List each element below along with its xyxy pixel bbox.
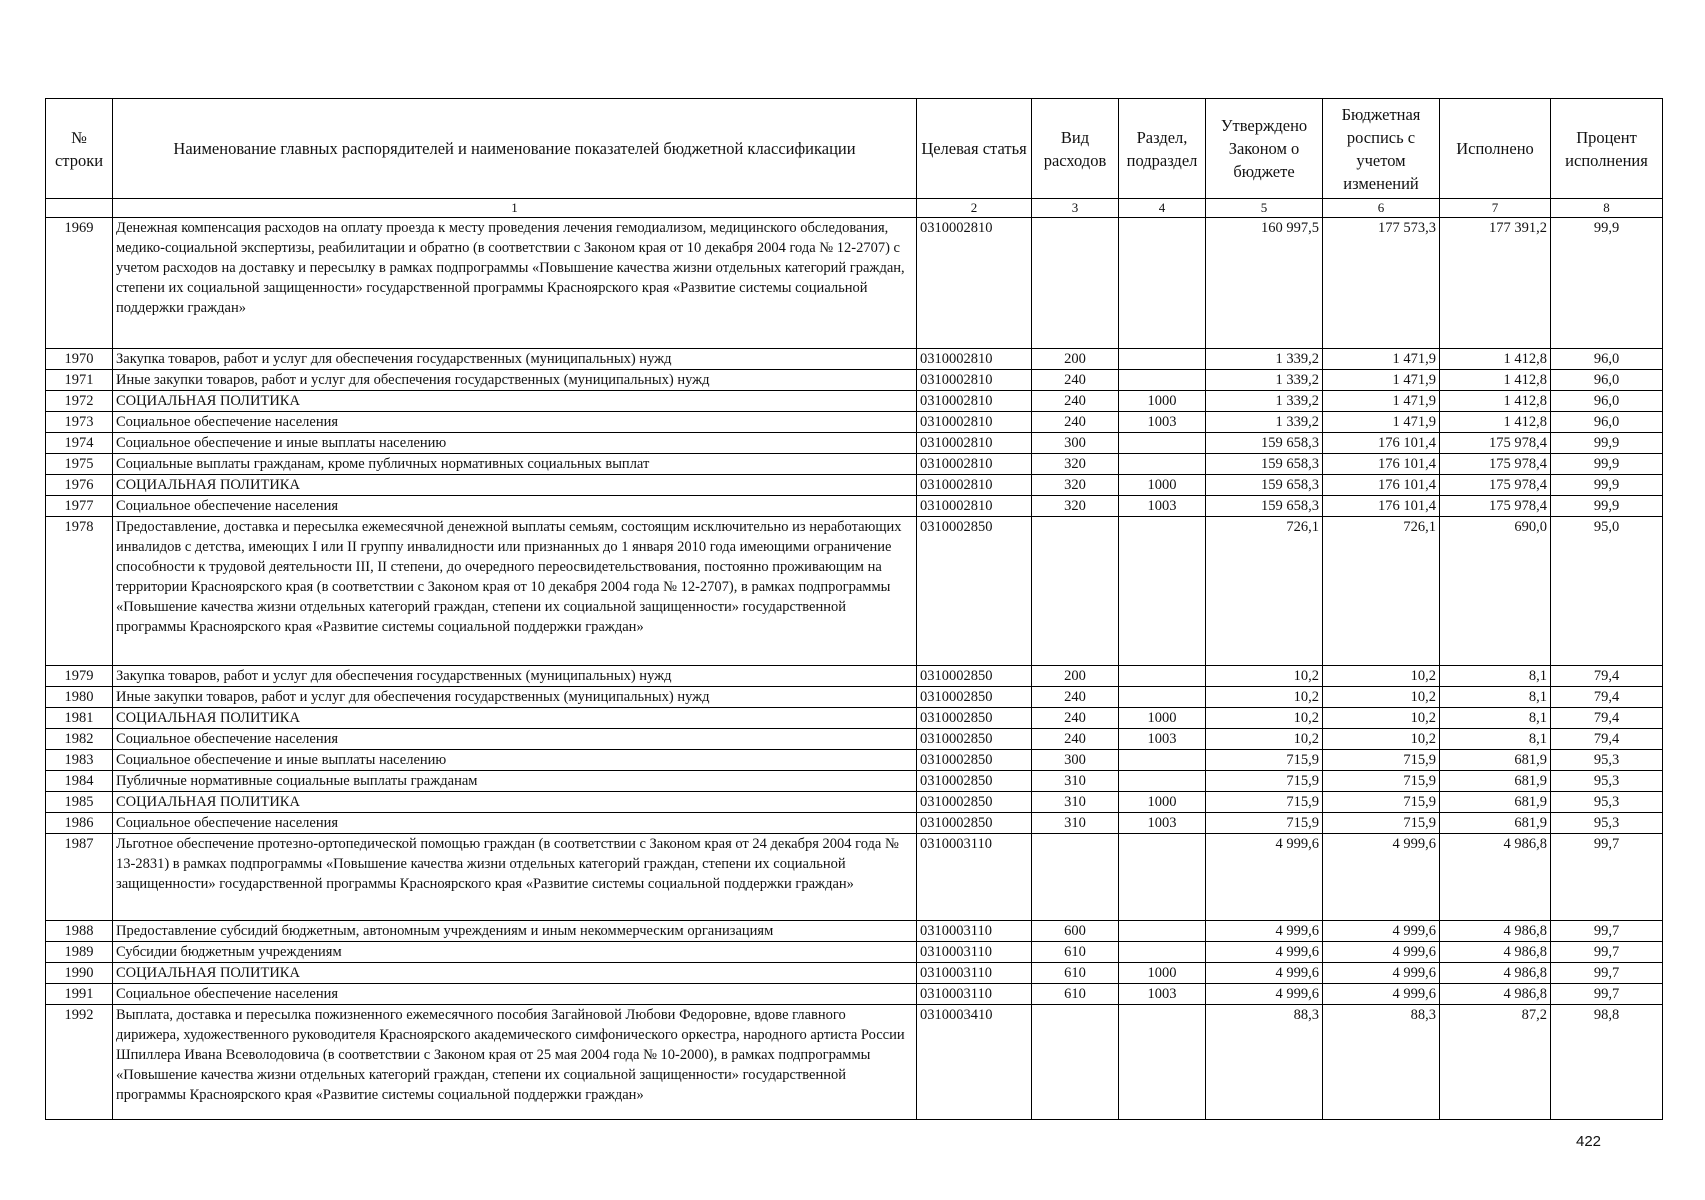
column-number-blank <box>46 199 113 218</box>
row-number: 1979 <box>46 666 113 687</box>
row-target: 0310002850 <box>917 666 1032 687</box>
row-name: Публичные нормативные социальные выплаты гражданам <box>113 771 917 792</box>
row-approved: 88,3 <box>1206 1005 1323 1120</box>
row-approved: 1 339,2 <box>1206 412 1323 433</box>
row-target: 0310002810 <box>917 475 1032 496</box>
row-percent: 96,0 <box>1551 391 1663 412</box>
row-target: 0310003110 <box>917 942 1032 963</box>
row-approved: 159 658,3 <box>1206 433 1323 454</box>
row-percent: 99,9 <box>1551 496 1663 517</box>
table-row <box>46 729 1663 750</box>
row-expense-type: 610 <box>1032 963 1119 984</box>
row-percent: 99,7 <box>1551 984 1663 1005</box>
row-budget-schedule: 4 999,6 <box>1323 942 1440 963</box>
row-executed: 1 412,8 <box>1440 391 1551 412</box>
row-budget-schedule: 10,2 <box>1323 666 1440 687</box>
row-budget-schedule: 4 999,6 <box>1323 834 1440 921</box>
row-expense-type <box>1032 1005 1119 1120</box>
row-number: 1992 <box>46 1005 113 1120</box>
row-executed: 681,9 <box>1440 771 1551 792</box>
row-approved: 159 658,3 <box>1206 454 1323 475</box>
row-name: Денежная компенсация расходов на оплату проезда к месту проведения лечения гемодиализом, медицинского обследования, медико-социальной экспертизы, реабилитации и обратно (в соответствии с Законом края от 10 декабря 2004 года № 12-2707) с учетом расходов на доставку и пересылку в рамках подпрограммы «Повышение качества жизни отдельных категорий граждан, степени их социальной защищенности» государственной программы Красноярского края «Развитие системы социальной поддержки граждан» <box>113 218 917 349</box>
column-number: 1 <box>113 199 917 218</box>
row-number: 1983 <box>46 750 113 771</box>
row-expense-type: 240 <box>1032 687 1119 708</box>
row-executed: 4 986,8 <box>1440 942 1551 963</box>
row-target: 0310002850 <box>917 687 1032 708</box>
row-expense-type: 600 <box>1032 921 1119 942</box>
row-target: 0310002810 <box>917 412 1032 433</box>
row-section: 1000 <box>1119 963 1206 984</box>
row-budget-schedule: 177 573,3 <box>1323 218 1440 349</box>
budget-table <box>45 98 1663 1120</box>
row-section <box>1119 666 1206 687</box>
row-percent: 99,7 <box>1551 834 1663 921</box>
row-percent: 99,7 <box>1551 921 1663 942</box>
table-row <box>46 454 1663 475</box>
row-expense-type: 320 <box>1032 496 1119 517</box>
row-name: Социальное обеспечение населения <box>113 496 917 517</box>
row-executed: 681,9 <box>1440 750 1551 771</box>
row-budget-schedule: 1 471,9 <box>1323 370 1440 391</box>
row-approved: 715,9 <box>1206 792 1323 813</box>
row-target: 0310002850 <box>917 771 1032 792</box>
row-section: 1000 <box>1119 475 1206 496</box>
column-number: 7 <box>1440 199 1551 218</box>
row-name: Социальное обеспечение населения <box>113 729 917 750</box>
row-number: 1976 <box>46 475 113 496</box>
row-approved: 715,9 <box>1206 771 1323 792</box>
row-percent: 79,4 <box>1551 729 1663 750</box>
row-target: 0310003110 <box>917 963 1032 984</box>
row-name: Иные закупки товаров, работ и услуг для обеспечения государственных (муниципальных) нужд <box>113 687 917 708</box>
row-target: 0310002850 <box>917 792 1032 813</box>
header-budget-schedule: Бюджетная роспись с учетом изменений <box>1323 99 1440 199</box>
row-section: 1003 <box>1119 496 1206 517</box>
row-name: Социальное обеспечение населения <box>113 813 917 834</box>
header-percent: Процент исполнения <box>1551 99 1663 199</box>
row-budget-schedule: 176 101,4 <box>1323 496 1440 517</box>
row-target: 0310003110 <box>917 984 1032 1005</box>
header-row-no: № строки <box>46 99 113 199</box>
column-number: 2 <box>917 199 1032 218</box>
table-row <box>46 942 1663 963</box>
row-approved: 726,1 <box>1206 517 1323 666</box>
row-target: 0310002850 <box>917 517 1032 666</box>
row-percent: 95,0 <box>1551 517 1663 666</box>
row-budget-schedule: 10,2 <box>1323 687 1440 708</box>
row-section: 1003 <box>1119 729 1206 750</box>
table-row <box>46 750 1663 771</box>
row-percent: 99,7 <box>1551 942 1663 963</box>
row-section <box>1119 834 1206 921</box>
row-expense-type: 240 <box>1032 729 1119 750</box>
row-percent: 79,4 <box>1551 666 1663 687</box>
row-name: Закупка товаров, работ и услуг для обеспечения государственных (муниципальных) нужд <box>113 349 917 370</box>
row-approved: 10,2 <box>1206 687 1323 708</box>
row-section <box>1119 921 1206 942</box>
row-executed: 175 978,4 <box>1440 496 1551 517</box>
row-budget-schedule: 10,2 <box>1323 708 1440 729</box>
row-approved: 1 339,2 <box>1206 391 1323 412</box>
row-approved: 160 997,5 <box>1206 218 1323 349</box>
header-executed: Исполнено <box>1440 99 1551 199</box>
row-percent: 96,0 <box>1551 349 1663 370</box>
row-section <box>1119 942 1206 963</box>
row-name: Закупка товаров, работ и услуг для обеспечения государственных (муниципальных) нужд <box>113 666 917 687</box>
header-section: Раздел, подраздел <box>1119 99 1206 199</box>
row-executed: 1 412,8 <box>1440 412 1551 433</box>
row-section <box>1119 370 1206 391</box>
row-section: 1000 <box>1119 792 1206 813</box>
row-section: 1000 <box>1119 708 1206 729</box>
row-percent: 96,0 <box>1551 370 1663 391</box>
row-percent: 99,7 <box>1551 963 1663 984</box>
row-number: 1981 <box>46 708 113 729</box>
row-percent: 99,9 <box>1551 218 1663 349</box>
row-name: СОЦИАЛЬНАЯ ПОЛИТИКА <box>113 475 917 496</box>
row-section <box>1119 1005 1206 1120</box>
row-executed: 690,0 <box>1440 517 1551 666</box>
row-target: 0310003110 <box>917 834 1032 921</box>
row-budget-schedule: 1 471,9 <box>1323 391 1440 412</box>
row-percent: 98,8 <box>1551 1005 1663 1120</box>
row-executed: 681,9 <box>1440 792 1551 813</box>
table-body <box>46 218 1663 1120</box>
row-approved: 715,9 <box>1206 750 1323 771</box>
row-target: 0310002850 <box>917 729 1032 750</box>
row-number: 1980 <box>46 687 113 708</box>
row-number: 1987 <box>46 834 113 921</box>
row-number: 1989 <box>46 942 113 963</box>
column-number: 6 <box>1323 199 1440 218</box>
row-name: Льготное обеспечение протезно-ортопедической помощью граждан (в соответствии с Законом края от 24 декабря 2004 года № 13-2831) в рамках подпрограммы «Повышение качества жизни отдельных категорий граждан, степени их социальной защищенности» государственной программы Красноярского края «Развитие системы социальной поддержки граждан» <box>113 834 917 921</box>
row-budget-schedule: 715,9 <box>1323 813 1440 834</box>
row-number: 1971 <box>46 370 113 391</box>
row-expense-type: 320 <box>1032 454 1119 475</box>
row-target: 0310002810 <box>917 218 1032 349</box>
row-name: Социальное обеспечение населения <box>113 412 917 433</box>
row-number: 1985 <box>46 792 113 813</box>
row-name: СОЦИАЛЬНАЯ ПОЛИТИКА <box>113 708 917 729</box>
row-name: Субсидии бюджетным учреждениям <box>113 942 917 963</box>
row-expense-type <box>1032 517 1119 666</box>
table-row <box>46 475 1663 496</box>
row-expense-type <box>1032 218 1119 349</box>
row-number: 1991 <box>46 984 113 1005</box>
row-section: 1003 <box>1119 813 1206 834</box>
row-budget-schedule: 88,3 <box>1323 1005 1440 1120</box>
row-name: Предоставление, доставка и пересылка ежемесячной денежной выплаты семьям, состоящим исключительно из неработающих инвалидов с детства, имеющих I или II группу инвалидности или признанных до 1 января 2010 года имеющими ограничение способности к трудовой деятельности III, II степени, до очередного переосвидетельствования, постоянно проживающим на территории Красноярского края (в соответствии с Законом края от 10 декабря 2004 года № 12-2707), в рамках подпрограммы «Повышение качества жизни отдельных категорий граждан, степени их социальной защищенности» государственной программы Красноярского края «Развитие системы социальной поддержки граждан» <box>113 517 917 666</box>
header-row <box>46 99 1663 199</box>
row-number: 1973 <box>46 412 113 433</box>
row-budget-schedule: 4 999,6 <box>1323 921 1440 942</box>
row-name: Социальное обеспечение и иные выплаты населению <box>113 750 917 771</box>
header-name: Наименование главных распорядителей и наименование показателей бюджетной классификации <box>113 99 917 199</box>
table-row <box>46 708 1663 729</box>
row-number: 1977 <box>46 496 113 517</box>
row-executed: 681,9 <box>1440 813 1551 834</box>
row-name: СОЦИАЛЬНАЯ ПОЛИТИКА <box>113 792 917 813</box>
header-expense-type: Вид расходов <box>1032 99 1119 199</box>
column-number: 5 <box>1206 199 1323 218</box>
row-number: 1986 <box>46 813 113 834</box>
row-approved: 159 658,3 <box>1206 496 1323 517</box>
row-executed: 175 978,4 <box>1440 433 1551 454</box>
table-row <box>46 412 1663 433</box>
row-number: 1972 <box>46 391 113 412</box>
row-number: 1969 <box>46 218 113 349</box>
page-number: 422 <box>1576 1133 1602 1150</box>
row-expense-type: 310 <box>1032 813 1119 834</box>
row-name: СОЦИАЛЬНАЯ ПОЛИТИКА <box>113 963 917 984</box>
row-executed: 1 412,8 <box>1440 349 1551 370</box>
row-expense-type: 240 <box>1032 391 1119 412</box>
row-budget-schedule: 176 101,4 <box>1323 475 1440 496</box>
column-number: 4 <box>1119 199 1206 218</box>
row-expense-type: 240 <box>1032 708 1119 729</box>
row-percent: 79,4 <box>1551 687 1663 708</box>
row-approved: 715,9 <box>1206 813 1323 834</box>
row-name: СОЦИАЛЬНАЯ ПОЛИТИКА <box>113 391 917 412</box>
row-section <box>1119 517 1206 666</box>
header-target: Целевая статья <box>917 99 1032 199</box>
column-number: 3 <box>1032 199 1119 218</box>
row-executed: 175 978,4 <box>1440 475 1551 496</box>
row-percent: 96,0 <box>1551 412 1663 433</box>
column-number-row <box>46 199 1663 218</box>
row-executed: 8,1 <box>1440 666 1551 687</box>
row-approved: 4 999,6 <box>1206 921 1323 942</box>
row-number: 1984 <box>46 771 113 792</box>
row-executed: 4 986,8 <box>1440 921 1551 942</box>
row-executed: 87,2 <box>1440 1005 1551 1120</box>
row-percent: 79,4 <box>1551 708 1663 729</box>
row-section <box>1119 433 1206 454</box>
table-row <box>46 349 1663 370</box>
row-target: 0310002850 <box>917 708 1032 729</box>
row-executed: 8,1 <box>1440 687 1551 708</box>
table-row <box>46 813 1663 834</box>
table-row <box>46 921 1663 942</box>
row-approved: 10,2 <box>1206 729 1323 750</box>
row-number: 1988 <box>46 921 113 942</box>
row-approved: 1 339,2 <box>1206 370 1323 391</box>
table-row <box>46 433 1663 454</box>
row-number: 1978 <box>46 517 113 666</box>
row-section <box>1119 349 1206 370</box>
row-section: 1003 <box>1119 984 1206 1005</box>
row-percent: 95,3 <box>1551 792 1663 813</box>
row-section <box>1119 750 1206 771</box>
row-percent: 95,3 <box>1551 750 1663 771</box>
table-row <box>46 792 1663 813</box>
row-budget-schedule: 176 101,4 <box>1323 433 1440 454</box>
table-row <box>46 496 1663 517</box>
row-executed: 4 986,8 <box>1440 834 1551 921</box>
table-row <box>46 984 1663 1005</box>
column-number: 8 <box>1551 199 1663 218</box>
row-name: Социальные выплаты гражданам, кроме публичных нормативных социальных выплат <box>113 454 917 475</box>
row-budget-schedule: 715,9 <box>1323 771 1440 792</box>
row-expense-type: 240 <box>1032 370 1119 391</box>
row-executed: 8,1 <box>1440 729 1551 750</box>
row-name: Социальное обеспечение и иные выплаты населению <box>113 433 917 454</box>
row-expense-type: 200 <box>1032 666 1119 687</box>
row-number: 1970 <box>46 349 113 370</box>
row-budget-schedule: 715,9 <box>1323 750 1440 771</box>
row-section: 1000 <box>1119 391 1206 412</box>
row-executed: 8,1 <box>1440 708 1551 729</box>
row-section: 1003 <box>1119 412 1206 433</box>
row-executed: 4 986,8 <box>1440 984 1551 1005</box>
row-expense-type: 310 <box>1032 771 1119 792</box>
row-expense-type: 240 <box>1032 412 1119 433</box>
row-target: 0310002810 <box>917 370 1032 391</box>
row-approved: 159 658,3 <box>1206 475 1323 496</box>
row-expense-type: 610 <box>1032 984 1119 1005</box>
row-approved: 4 999,6 <box>1206 963 1323 984</box>
table-row <box>46 771 1663 792</box>
row-approved: 10,2 <box>1206 666 1323 687</box>
row-approved: 1 339,2 <box>1206 349 1323 370</box>
row-number: 1975 <box>46 454 113 475</box>
row-approved: 10,2 <box>1206 708 1323 729</box>
row-percent: 95,3 <box>1551 771 1663 792</box>
row-target: 0310002850 <box>917 813 1032 834</box>
row-executed: 175 978,4 <box>1440 454 1551 475</box>
header-approved: Утверждено Законом о бюджете <box>1206 99 1323 199</box>
row-budget-schedule: 715,9 <box>1323 792 1440 813</box>
table-row <box>46 391 1663 412</box>
row-approved: 4 999,6 <box>1206 984 1323 1005</box>
row-percent: 99,9 <box>1551 433 1663 454</box>
table-row <box>46 1005 1663 1120</box>
table-row <box>46 517 1663 666</box>
row-expense-type <box>1032 834 1119 921</box>
row-number: 1990 <box>46 963 113 984</box>
row-target: 0310002810 <box>917 454 1032 475</box>
row-name: Социальное обеспечение населения <box>113 984 917 1005</box>
row-budget-schedule: 1 471,9 <box>1323 349 1440 370</box>
row-budget-schedule: 10,2 <box>1323 729 1440 750</box>
row-executed: 4 986,8 <box>1440 963 1551 984</box>
row-budget-schedule: 4 999,6 <box>1323 963 1440 984</box>
row-target: 0310002810 <box>917 349 1032 370</box>
row-approved: 4 999,6 <box>1206 942 1323 963</box>
row-expense-type: 320 <box>1032 475 1119 496</box>
row-expense-type: 200 <box>1032 349 1119 370</box>
row-budget-schedule: 176 101,4 <box>1323 454 1440 475</box>
row-approved: 4 999,6 <box>1206 834 1323 921</box>
row-target: 0310002810 <box>917 433 1032 454</box>
table-row <box>46 687 1663 708</box>
row-expense-type: 300 <box>1032 750 1119 771</box>
row-target: 0310003410 <box>917 1005 1032 1120</box>
row-budget-schedule: 1 471,9 <box>1323 412 1440 433</box>
row-percent: 95,3 <box>1551 813 1663 834</box>
row-target: 0310002810 <box>917 391 1032 412</box>
row-name: Иные закупки товаров, работ и услуг для обеспечения государственных (муниципальных) нужд <box>113 370 917 391</box>
row-percent: 99,9 <box>1551 454 1663 475</box>
row-section <box>1119 687 1206 708</box>
row-target: 0310002850 <box>917 750 1032 771</box>
row-budget-schedule: 726,1 <box>1323 517 1440 666</box>
row-expense-type: 300 <box>1032 433 1119 454</box>
table-row <box>46 370 1663 391</box>
table-row <box>46 963 1663 984</box>
row-section <box>1119 218 1206 349</box>
row-section <box>1119 771 1206 792</box>
row-number: 1974 <box>46 433 113 454</box>
row-section <box>1119 454 1206 475</box>
table-row <box>46 666 1663 687</box>
row-percent: 99,9 <box>1551 475 1663 496</box>
row-budget-schedule: 4 999,6 <box>1323 984 1440 1005</box>
row-name: Выплата, доставка и пересылка пожизненного ежемесячного пособия Загайновой Любови Федоровне, вдове главного дирижера, художественного руководителя Красноярского академического симфонического оркестра, народного артиста России Шпиллера Ивана Всеволодовича (в соответствии с Законом края от 25 мая 2004 года № 10-2000), в рамках подпрограммы «Повышение качества жизни отдельных категорий граждан, степени их социальной защищенности» государственной программы Красноярского края «Развитие системы социальной поддержки граждан» <box>113 1005 917 1120</box>
table-row <box>46 218 1663 349</box>
table-row <box>46 834 1663 921</box>
row-executed: 1 412,8 <box>1440 370 1551 391</box>
row-executed: 177 391,2 <box>1440 218 1551 349</box>
row-expense-type: 610 <box>1032 942 1119 963</box>
row-target: 0310003110 <box>917 921 1032 942</box>
row-name: Предоставление субсидий бюджетным, автономным учреждениям и иным некоммерческим организациям <box>113 921 917 942</box>
row-target: 0310002810 <box>917 496 1032 517</box>
row-expense-type: 310 <box>1032 792 1119 813</box>
row-number: 1982 <box>46 729 113 750</box>
